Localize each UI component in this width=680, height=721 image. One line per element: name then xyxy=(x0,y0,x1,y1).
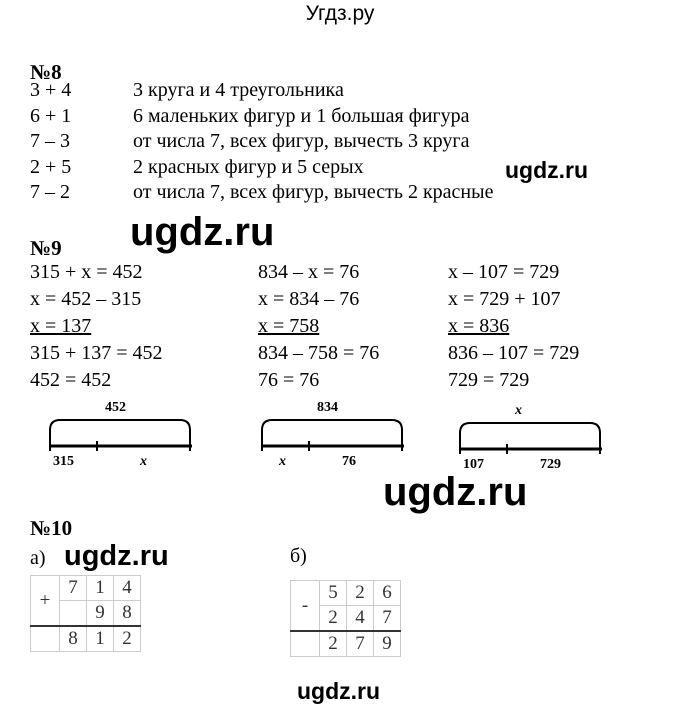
expression: 3 + 4 xyxy=(30,79,72,101)
digit: 2 xyxy=(320,606,347,632)
expression: 2 + 5 xyxy=(30,155,72,178)
right-part-label: 76 xyxy=(342,454,356,469)
equation-line: x = 758 xyxy=(258,315,320,337)
equation-line: 834 – 758 = 76 xyxy=(258,342,380,364)
left-part-label: x xyxy=(279,454,286,469)
addition-table xyxy=(30,575,141,652)
part-b-label: б) xyxy=(290,545,307,567)
task10-label: №10 xyxy=(30,516,73,540)
segment-diagram xyxy=(257,400,437,470)
explanation: 3 круга и 4 треугольника xyxy=(133,79,344,101)
equation-line: 76 = 76 xyxy=(258,369,320,391)
equation-line: x = 834 – 76 xyxy=(258,288,360,310)
digit: 6 xyxy=(374,581,401,606)
digit: 4 xyxy=(347,606,374,632)
explanation: от числа 7, всех фигур, вычесть 2 красные xyxy=(133,181,494,203)
result-digit: 7 xyxy=(347,631,374,657)
task9-label: №9 xyxy=(30,236,62,260)
expression: 7 – 3 xyxy=(30,130,70,152)
right-part-label: 729 xyxy=(540,457,561,472)
expression: 7 – 2 xyxy=(30,181,70,203)
part-a-label: а) xyxy=(30,547,46,569)
equation-line: 315 + 137 = 452 xyxy=(30,342,163,364)
total-label: x xyxy=(515,403,522,418)
watermark: ugdz.ru xyxy=(505,157,589,183)
watermark: ugdz.ru xyxy=(297,678,381,704)
equation-line: 452 = 452 xyxy=(30,369,112,391)
watermark: ugdz.ru xyxy=(383,470,528,514)
operator: + xyxy=(31,576,60,627)
equation-line: x = 729 + 107 xyxy=(448,288,561,310)
digit: 2 xyxy=(347,581,374,606)
equation-line: 315 + x = 452 xyxy=(30,261,143,283)
operator: - xyxy=(291,581,320,632)
digit: 4 xyxy=(114,576,141,601)
digit: 1 xyxy=(87,576,114,601)
digit: 7 xyxy=(60,576,87,601)
equation-line: x = 452 – 315 xyxy=(30,288,142,310)
right-part-label: x xyxy=(140,454,147,469)
equation-line: 729 = 729 xyxy=(448,369,530,391)
equation-line: 834 – x = 76 xyxy=(258,261,360,283)
page-title: Угдз.ру xyxy=(305,2,375,25)
left-part-label: 107 xyxy=(463,457,484,472)
expression: 6 + 1 xyxy=(30,104,72,127)
explanation: от числа 7, всех фигур, вычесть 3 круга xyxy=(133,130,470,152)
digit xyxy=(60,601,87,627)
explanation: 2 красных фигур и 5 серых xyxy=(133,155,364,178)
digit: 9 xyxy=(87,601,114,627)
total-label: 834 xyxy=(317,400,338,415)
result-digit: 9 xyxy=(374,631,401,657)
result-digit: 1 xyxy=(87,626,114,652)
result-digit: 2 xyxy=(114,626,141,652)
watermark: ugdz.ru xyxy=(130,210,275,254)
left-part-label: 315 xyxy=(53,454,74,469)
equation-line: x = 836 xyxy=(448,315,510,337)
task8-label: №8 xyxy=(30,60,62,84)
result-digit: 2 xyxy=(320,631,347,657)
watermark: ugdz.ru xyxy=(64,540,169,572)
equation-line: x = 137 xyxy=(30,315,92,337)
digit: 7 xyxy=(374,606,401,632)
equation-line: 836 – 107 = 729 xyxy=(448,342,580,364)
result-digit: 8 xyxy=(60,626,87,652)
segment-diagram xyxy=(455,403,635,473)
explanation: 6 маленьких фигур и 1 большая фигура xyxy=(133,104,470,127)
segment-diagram xyxy=(45,400,225,470)
equation-line: x – 107 = 729 xyxy=(448,261,560,283)
digit: 5 xyxy=(320,581,347,606)
total-label: 452 xyxy=(105,400,126,415)
digit: 8 xyxy=(114,601,141,627)
subtraction-table xyxy=(290,580,401,657)
